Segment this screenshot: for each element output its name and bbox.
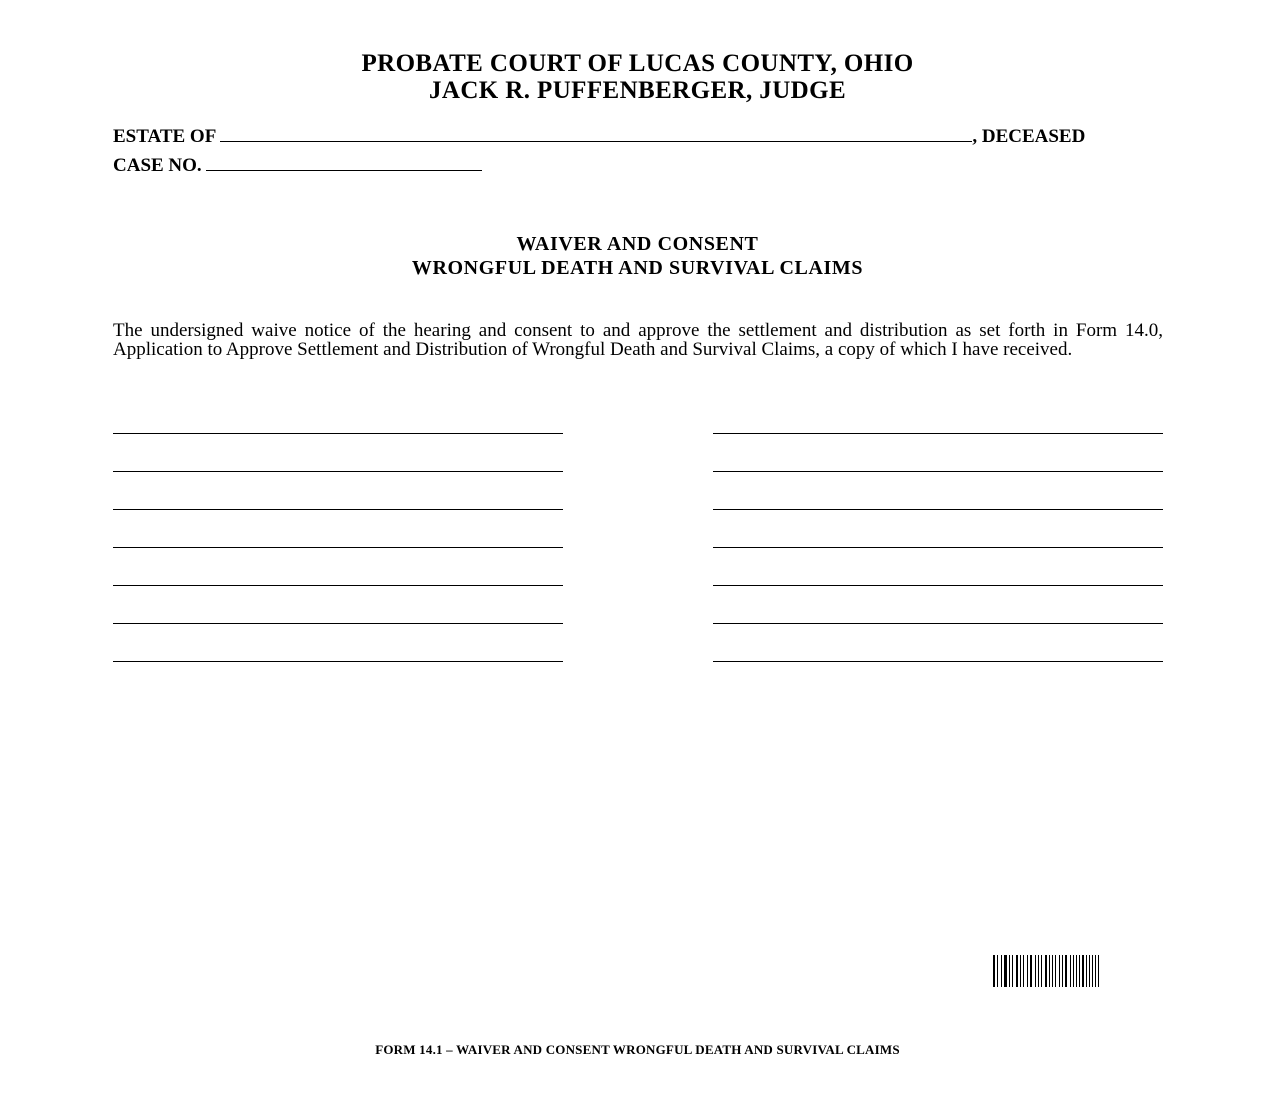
estate-field-row xyxy=(113,125,1085,148)
barcode-gap xyxy=(1099,955,1101,987)
signature-line[interactable] xyxy=(113,434,563,472)
case-label: CASE NO. xyxy=(113,155,202,176)
signature-line[interactable] xyxy=(713,586,1163,624)
estate-name-blank[interactable] xyxy=(220,125,972,142)
signature-column-left xyxy=(113,396,563,662)
case-number-blank[interactable] xyxy=(206,154,482,171)
signature-line[interactable] xyxy=(713,510,1163,548)
court-header xyxy=(0,50,1275,104)
waiver-statement: The undersigned waive notice of the hearing and consent to and approve the settlement and distribution as set forth in Form 14.0, Application to Approve Settlement and Distribution of Wrongful Death and Survival Claims, a copy of which I have received. xyxy=(113,320,1163,360)
judge-name: JACK R. PUFFENBERGER, JUDGE xyxy=(428,77,847,104)
signature-line[interactable] xyxy=(113,396,563,434)
signature-line[interactable] xyxy=(713,396,1163,434)
deceased-suffix: , DECEASED xyxy=(972,126,1086,147)
signature-line[interactable] xyxy=(113,586,563,624)
form-title-line-1: WAIVER AND CONSENT xyxy=(516,233,759,255)
signature-line[interactable] xyxy=(113,510,563,548)
case-field-row xyxy=(113,154,482,177)
signature-line[interactable] xyxy=(713,434,1163,472)
estate-label: ESTATE OF xyxy=(113,126,216,147)
form-title-line-2: WRONGFUL DEATH AND SURVIVAL CLAIMS xyxy=(411,257,864,279)
signature-line[interactable] xyxy=(113,548,563,586)
signature-line[interactable] xyxy=(713,624,1163,662)
form-title xyxy=(0,232,1275,280)
court-name: PROBATE COURT OF LUCAS COUNTY, OHIO xyxy=(361,50,914,77)
signature-column-right xyxy=(713,396,1163,662)
signature-line[interactable] xyxy=(113,472,563,510)
form-footer: FORM 14.1 – WAIVER AND CONSENT WRONGFUL DEATH AND SURVIVAL CLAIMS xyxy=(375,1042,900,1057)
signature-line[interactable] xyxy=(113,624,563,662)
barcode xyxy=(993,955,1101,987)
signature-line[interactable] xyxy=(713,472,1163,510)
signature-line[interactable] xyxy=(713,548,1163,586)
